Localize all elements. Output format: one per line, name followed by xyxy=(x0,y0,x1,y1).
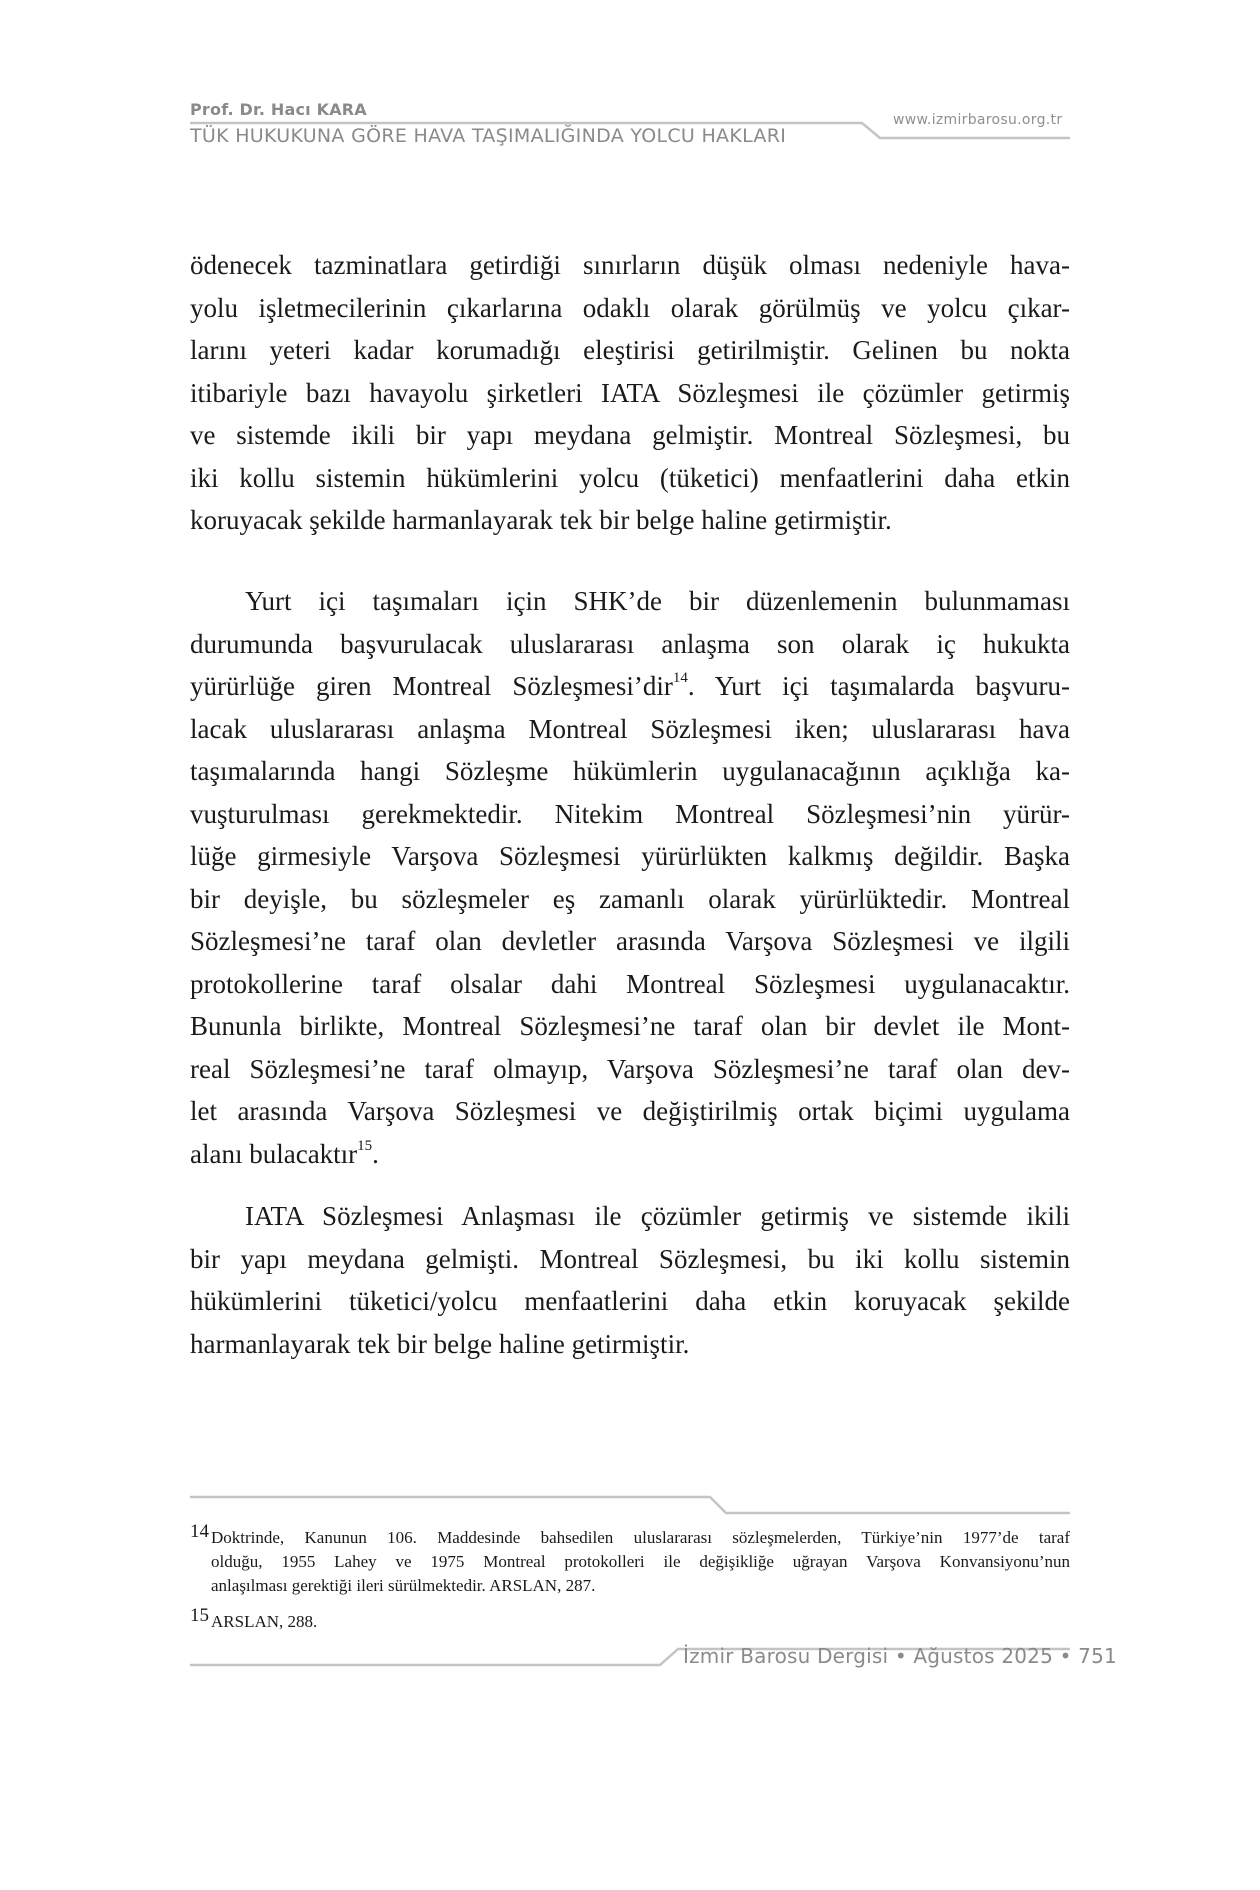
text-line: Sözleşmesi’ne taraf olan devletler arasında Varşova Sözleşmesi ve ilgili xyxy=(190,926,1070,956)
running-header-title: TÜK HUKUKUNA GÖRE HAVA TAŞIMALIĞINDA YOLCU HAKLARI xyxy=(190,125,787,147)
text-line: harmanlayarak tek bir belge haline getirmiştir. xyxy=(190,1328,690,1359)
text-line: lüğe girmesiyle Varşova Sözleşmesi yürürlükten kalkmış değildir. Başka xyxy=(190,841,1070,871)
footnote-number: 15 xyxy=(190,1605,209,1626)
text-line: lacak uluslararası anlaşma Montreal Sözleşmesi iken; uluslararası hava xyxy=(190,713,1070,744)
footnote-line: olduğu, 1955 Lahey ve 1975 Montreal protokolleri ile değişikliğe uğrayan Varşova Konvansiyonu’nun xyxy=(211,1552,1070,1571)
issue-date: Ağustos 2025 xyxy=(913,1644,1054,1668)
footer-separator: • xyxy=(1059,1644,1072,1668)
text-line: Yurt içi taşımaları için SHK’de bir düzenlemenin bulunmaması xyxy=(245,586,1070,616)
footnote-separator xyxy=(190,1497,1070,1513)
text-line: IATA Sözleşmesi Anlaşması ile çözümler getirmiş ve sistemde ikili xyxy=(245,1201,1070,1231)
text-line: bir yapı meydana gelmişti. Montreal Sözleşmesi, bu iki kollu sistemin xyxy=(190,1243,1070,1274)
website-link[interactable]: www.izmirbarosu.org.tr xyxy=(893,112,1063,128)
text-line: taşımalarında hangi Sözleşme hükümlerin uygulanacağının açıklığa ka- xyxy=(190,756,1070,786)
text-line: iki kollu sistemin hükümlerini yolcu (tüketici) menfaatlerini daha etkin xyxy=(190,462,1070,493)
page-number: 751 xyxy=(1078,1644,1117,1668)
footnote-line: Doktrinde, Kanunun 106. Maddesinde bahsedilen uluslararası sözleşmelerden, Türkiye’nin 1977’de taraf xyxy=(211,1528,1070,1547)
text-line: itibariyle bazı havayolu şirketleri IATA Sözleşmesi ile çözümler getirmiş xyxy=(190,377,1070,408)
journal-name: İzmir Barosu Dergisi xyxy=(683,1644,889,1668)
text-line-with-footnote-14 xyxy=(190,665,1070,707)
footnote-ref-14[interactable]: 14 xyxy=(672,670,688,686)
text-line-with-footnote-15 xyxy=(190,1133,1070,1175)
footnote-line: anlaşılması gerektiği ileri sürülmektedir. ARSLAN, 287. xyxy=(211,1576,596,1595)
text-line: protokollerine taraf olsalar dahi Montreal Sözleşmesi uygulanacaktır. xyxy=(190,968,1070,999)
text-segment: . Yurt içi taşımalarda başvuru- xyxy=(687,671,1070,701)
text-line: ve sistemde ikili bir yapı meydana gelmiştir. Montreal Sözleşmesi, bu xyxy=(190,420,1070,450)
text-segment: alanı bulacaktır xyxy=(190,1138,358,1169)
text-segment: yürürlüğe giren Montreal Sözleşmesi’dir xyxy=(190,671,673,701)
page-footer xyxy=(683,1644,1117,1668)
text-line: durumunda başvurulacak uluslararası anlaşma son olarak iç hukukta xyxy=(190,628,1070,659)
running-header-author: Prof. Dr. Hacı KARA xyxy=(190,100,367,119)
text-line: yolu işletmecilerinin çıkarlarına odaklı olarak görülmüş ve yolcu çıkar- xyxy=(190,292,1070,323)
text-line: larını yeteri kadar korumadığı eleştirisi getirilmiştir. Gelinen bu nokta xyxy=(190,335,1070,365)
text-line: let arasında Varşova Sözleşmesi ve değiştirilmiş ortak biçimi uygulama xyxy=(190,1096,1070,1126)
text-line: vuşturulması gerekmektedir. Nitekim Montreal Sözleşmesi’nin yürür- xyxy=(190,798,1070,829)
text-line: Bununla birlikte, Montreal Sözleşmesi’ne taraf olan bir devlet ile Mont- xyxy=(190,1011,1070,1041)
text-line: real Sözleşmesi’ne taraf olmayıp, Varşova Sözleşmesi’ne taraf olan dev- xyxy=(190,1053,1070,1084)
footnote-line: ARSLAN, 288. xyxy=(211,1612,318,1631)
footnote-number: 14 xyxy=(190,1521,209,1542)
footer-separator: • xyxy=(894,1644,907,1668)
text-segment: . xyxy=(372,1138,379,1169)
footnote-ref-15[interactable]: 15 xyxy=(357,1137,373,1154)
text-line: hükümlerini tüketici/yolcu menfaatlerini daha etkin koruyacak şekilde xyxy=(190,1286,1070,1316)
text-line: bir deyişle, bu sözleşmeler eş zamanlı olarak yürürlüktedir. Montreal xyxy=(190,883,1070,914)
text-line: koruyacak şekilde harmanlayarak tek bir belge haline getirmiştir. xyxy=(190,505,892,535)
text-line: ödenecek tazminatlara getirdiği sınırların düşük olması nedeniyle hava- xyxy=(190,250,1070,280)
